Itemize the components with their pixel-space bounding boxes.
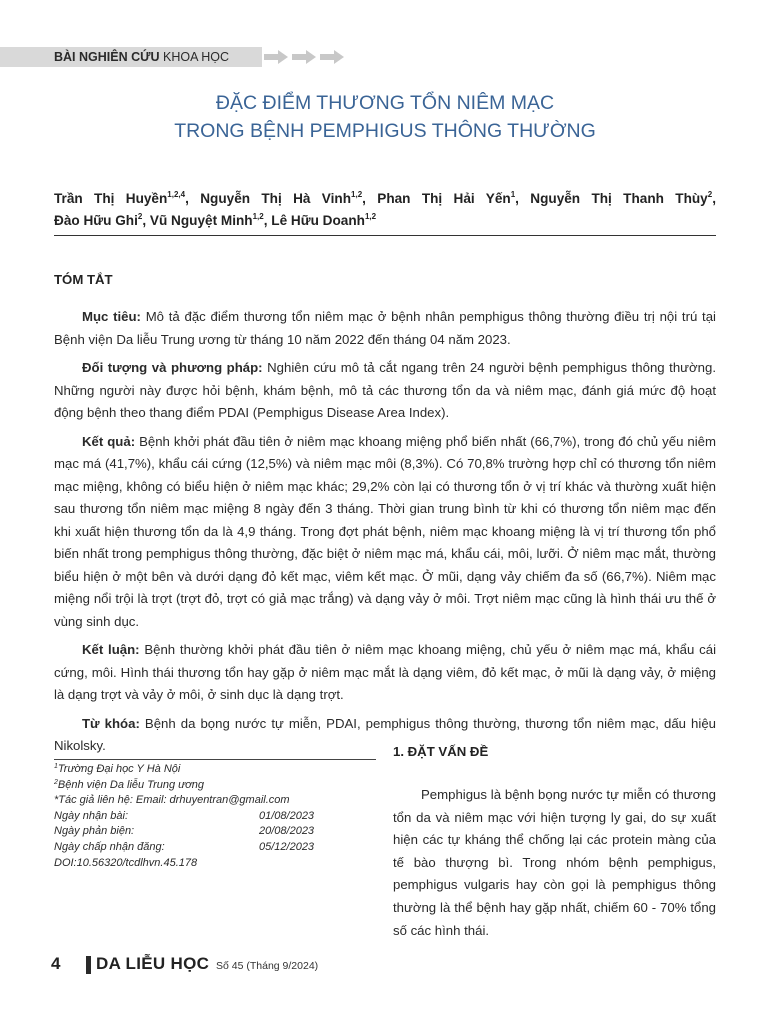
author-name: Lê Hữu Doanh: [271, 213, 365, 228]
author-separator: ,: [712, 191, 716, 206]
footnote-divider: [54, 759, 376, 760]
author-separator: ,: [142, 213, 150, 228]
article-title: [54, 89, 716, 145]
footer-divider: [86, 956, 91, 974]
author-separator: ,: [515, 191, 531, 206]
doi: DOI:10.56320/tcdlhvn.45.178: [54, 856, 198, 869]
abstract-lead: Từ khóa:: [82, 715, 140, 731]
affiliation-2: [54, 778, 376, 794]
introduction-body: [393, 784, 716, 942]
affiliation-mark: 1: [54, 763, 58, 770]
affiliation-text: Trường Đại học Y Hà Nội: [57, 763, 181, 775]
abstract-text: Bệnh thường khởi phát đầu tiên ở niêm mạc khoang miệng, chủ yếu ở niêm mạc má, khẩu cái cứng, môi. Hình thái thương tổn hay gặp ở niêm mạc mắt là dạng viêm, đỏ kết mạc, ở mũi là dạng vảy, ở miệng là dạng trợt và vảy ở môi, ở sinh dục là dạng trợt.: [54, 642, 716, 702]
author-affiliation: 1,2: [252, 212, 264, 221]
author-name: Vũ Nguyệt Minh: [149, 213, 253, 228]
author-separator: ,: [263, 213, 272, 228]
accepted-date: 05/12/2023: [259, 840, 315, 853]
author-affiliation: 1,2,4: [167, 190, 186, 199]
author-separator: ,: [185, 191, 201, 206]
author-affiliation: 1,2: [351, 190, 363, 199]
abstract-lead: Mục tiêu:: [82, 309, 141, 324]
abstract-conclusion: [54, 639, 716, 707]
page-number: 4: [51, 954, 61, 973]
section-heading: 1. ĐẶT VẤN ĐỀ: [393, 744, 489, 759]
section-label-bold: BÀI NGHIÊN CỨU: [54, 50, 160, 64]
received-date-row: [54, 809, 376, 825]
reviewed-label: Ngày phản biện:: [54, 825, 135, 838]
author-affiliation: 1: [510, 190, 516, 199]
header-divider: [54, 235, 716, 236]
author-affiliation: 2: [707, 190, 713, 199]
abstract-text: Bệnh khởi phát đầu tiên ở niêm mạc khoang miệng phổ biến nhất (66,7%), trong đó chủ yếu niêm mạc má (41,7%), khẩu cái cứng (12,5%) và niêm mạc môi (8,3%). Có 70,8% trường hợp chỉ có thương tổn niêm mạc miệng, không có biểu hiện ở niêm mạc khác; 29,2% còn lại có thương tổn ở vị trí khác và thường xuất hiện sau thương tổn niêm mạc miệng 8 ngày đến 3 tháng. Thời gian trung bình từ khi có thương tổn niêm mạc đến khi xuất hiện thương tổn da là 4,9 tháng. Trong đợt phát bệnh, niêm mạc khoang miệng là vị trí thương tổn phổ biến nhất trong pemphigus thông thường, đặc biệt ở niêm mạc má, khẩu cái, môi, lưỡi. Ở niêm mạc mắt, thường biểu hiện ở một bên và dưới dạng đỏ kết mạc, viêm kết mạc. Ở mũi, dạng vảy chiếm đa số (66,7%). Niêm mạc miệng nổi trội là trợt (trợt đỏ, trợt có giả mạc trắng) và dạng vảy ở môi. Trợt niêm mạc cũng là hình thái ưu thế ở vùng sinh dục.: [54, 433, 716, 629]
author-line-2: [54, 210, 716, 232]
abstract-keywords: [54, 713, 716, 758]
abstract-lead: Đối tượng và phương pháp:: [82, 360, 263, 375]
title-line-1: ĐẶC ĐIỂM THƯƠNG TỔN NIÊM MẠC: [215, 92, 555, 114]
title-line-2: TRONG BỆNH PEMPHIGUS THÔNG THƯỜNG: [174, 120, 596, 142]
abstract-lead: Kết luận:: [82, 642, 140, 657]
abstract-results: [54, 431, 716, 634]
abstract-text: Nghiên cứu mô tả cắt ngang trên 24 người bệnh pemphigus thông thường. Những người này được hỏi bệnh, khám bệnh, mô tả các thương tổn da và niêm mạc, đánh giá mức độ hoạt động bệnh theo thang điểm PDAI (Pemphigus Disease Area Index).: [54, 360, 716, 420]
author-name: Phan Thị Hải Yến: [377, 191, 511, 206]
author-name: Nguyễn Thị Hà Vinh: [200, 191, 352, 206]
section-label-rest: KHOA HỌC: [159, 50, 229, 64]
abstract-body: [54, 306, 716, 764]
reviewed-date: 20/08/2023: [259, 825, 315, 838]
accepted-date-row: [54, 840, 376, 856]
received-date: 01/08/2023: [259, 809, 315, 822]
author-separator: ,: [362, 191, 378, 206]
arrow-decoration-icon: [262, 49, 352, 65]
section-label: [54, 47, 229, 67]
abstract-lead: Kết quả:: [82, 433, 136, 449]
author-name: Nguyễn Thị Thanh Thùy: [530, 191, 708, 206]
accepted-label: Ngày chấp nhận đăng:: [54, 840, 165, 853]
author-name: Đào Hữu Ghi: [54, 213, 138, 228]
abstract-heading: TÓM TẮT: [54, 272, 113, 287]
affiliation-1: [54, 762, 376, 778]
affiliation-text: Bệnh viện Da liễu Trung ương: [57, 778, 205, 791]
author-affiliation: 2: [137, 212, 143, 221]
abstract-objective: [54, 306, 716, 351]
author-line-1: [54, 188, 716, 210]
abstract-text: Bệnh da bọng nước tự miễn, PDAI, pemphigus thông thường, thương tổn niêm mạc, dấu hiệu Nikolsky.: [54, 715, 716, 753]
affiliation-mark: 2: [54, 778, 58, 786]
reviewed-date-row: [54, 824, 376, 840]
abstract-text: Mô tả đặc điểm thương tổn niêm mạc ở bệnh nhân pemphigus thông thường điều trị nội trú tại Bệnh viện Da liễu Trung ương từ tháng 10 năm 2022 đến tháng 04 năm 2023.: [54, 309, 716, 347]
author-name: Trần Thị Huyền: [54, 191, 168, 206]
introduction-paragraph: Pemphigus là bệnh bọng nước tự miễn có thương tổn da và niêm mạc với hiện tượng ly gai, do sự xuất hiện các tự kháng thể chống lại các protein màng của tế bào thượng bì. Trong nhóm bệnh pemphigus, pemphigus vulgaris hay còn gọi là pemphigus thông thường là thể bệnh hay gặp nhất, chiếm 60 - 70% tổng số các hình thái.: [393, 787, 716, 938]
journal-issue: Số 45 (Tháng 9/2024): [216, 960, 319, 972]
abstract-methods: [54, 357, 716, 425]
received-label: Ngày nhận bài:: [54, 809, 128, 822]
author-affiliation: 1,2: [364, 212, 377, 221]
journal-name: DA LIỄU HỌC: [96, 954, 210, 973]
author-list: [54, 188, 716, 232]
corresponding-author: *Tác giả liên hệ: Email: drhuyentran@gmail.com: [54, 794, 290, 807]
footnotes: [54, 762, 376, 871]
